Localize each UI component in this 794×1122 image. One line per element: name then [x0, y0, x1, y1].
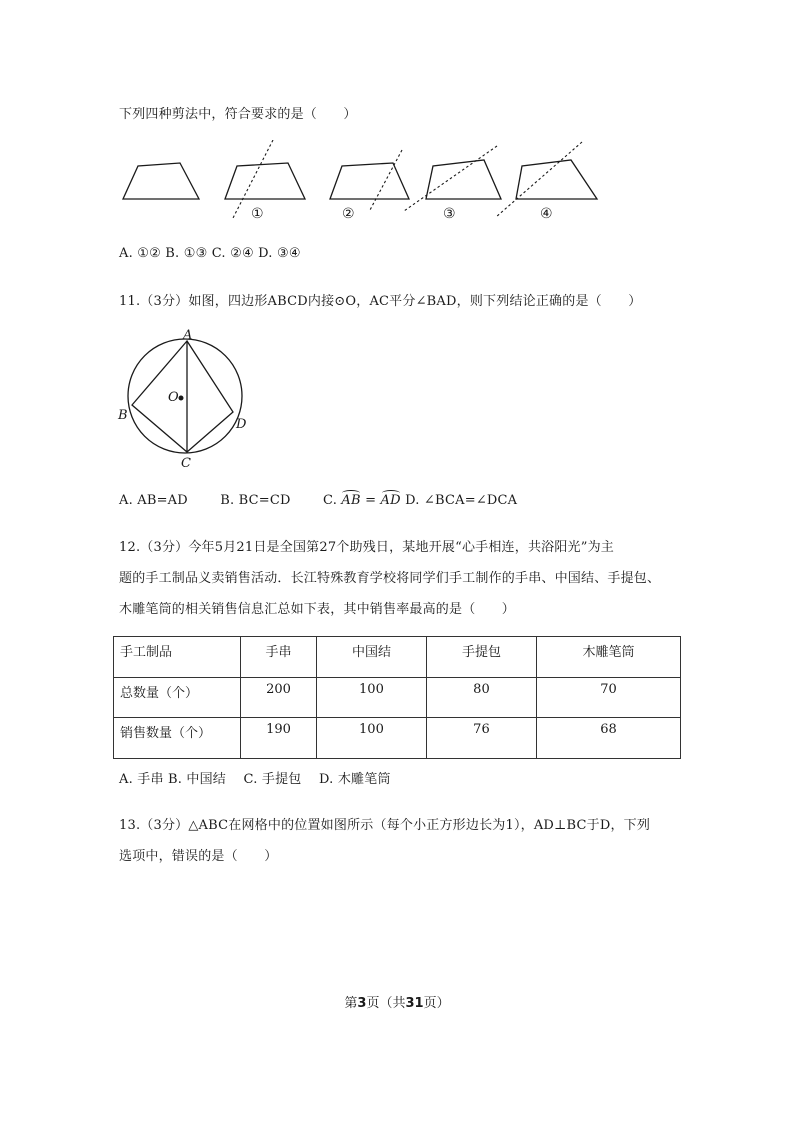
figure-label-4: ④ — [540, 206, 553, 222]
page-total: 31 — [405, 996, 424, 1011]
table-cell: 70 — [536, 677, 680, 718]
q10-prompt: 下列四种剪法中，符合要求的是（ ） — [119, 107, 357, 122]
q11-stem: 11.（3分）如图，四边形ABCD内接⊙O，AC平分∠BAD，则下列结论正确的是（ ） — [119, 294, 642, 309]
table-cell: 销售数量（个） — [114, 718, 241, 759]
q11-option-d: D. ∠BCA=∠DCA — [405, 493, 518, 508]
point-o-label: O — [168, 390, 179, 405]
q11-option-c: C. AB = AD — [323, 493, 401, 508]
table-header-row — [114, 637, 681, 678]
table-cell: 100 — [316, 677, 426, 718]
figure-label-1: ① — [251, 206, 264, 222]
figure-label-3: ③ — [443, 206, 456, 222]
table-cell: 190 — [241, 718, 317, 759]
table-header-cell: 手工制品 — [114, 637, 241, 678]
arc-ab: AB — [341, 493, 361, 508]
page-footer: 第3页（共31页） — [344, 996, 450, 1011]
arc-ad: AD — [380, 493, 401, 508]
cut-line-3 — [404, 146, 497, 211]
q11-option-a: A. AB=AD — [119, 493, 188, 508]
point-d-label: D — [236, 417, 247, 432]
table-header-cell: 中国结 — [316, 637, 426, 678]
table-header-cell: 木雕笔筒 — [536, 637, 680, 678]
q13-line-2: 选项中，错误的是（ ） — [119, 849, 278, 864]
q11-option-b: B. BC=CD — [220, 493, 291, 508]
cut-line-4 — [496, 142, 582, 217]
point-c-label: C — [181, 456, 191, 471]
figure-label-2: ② — [342, 206, 355, 222]
circumcircle — [128, 339, 242, 453]
q11-circle-figure — [112, 328, 252, 473]
center-dot — [179, 396, 184, 401]
q11-options — [119, 493, 517, 508]
table-cell: 总数量（个） — [114, 677, 241, 718]
table-cell: 100 — [316, 718, 426, 759]
table-header-cell: 手串 — [241, 637, 317, 678]
trapezoid-cut-4 — [516, 160, 597, 199]
table-cell: 200 — [241, 677, 317, 718]
q13-line-1: 13.（3分）△ABC在网格中的位置如图所示（每个小正方形边长为1），AD⊥BC于D，下列 — [119, 818, 651, 833]
q12-options: A. 手串 B. 中国结 C. 手提包 D. 木雕笔筒 — [119, 772, 391, 787]
point-b-label: B — [118, 408, 128, 423]
q12-line-1: 12.（3分）今年5月21日是全国第27个助残日，某地开展“心手相连，共浴阳光”为主 — [119, 540, 614, 555]
q12-line-2: 题的手工制品义卖销售活动．长江特殊教育学校将同学们手工制作的手串、中国结、手提包、 — [119, 571, 661, 586]
table-cell: 68 — [536, 718, 680, 759]
trapezoid-cut-1 — [225, 163, 305, 199]
q10-trapezoid-figures — [110, 140, 610, 225]
cut-line-2 — [370, 150, 402, 210]
table-cell: 80 — [426, 677, 536, 718]
point-a-label: A — [183, 328, 193, 343]
q10-options: A. ①② B. ①③ C. ②④ D. ③④ — [119, 246, 301, 261]
trapezoid-cut-3 — [426, 160, 501, 199]
sales-table — [113, 636, 681, 759]
trapezoid-original — [123, 163, 199, 199]
table-row — [114, 718, 681, 759]
trapezoid-cut-2 — [330, 163, 409, 199]
q12-line-3: 木雕笔筒的相关销售信息汇总如下表，其中销售率最高的是（ ） — [119, 602, 516, 617]
table-header-cell: 手提包 — [426, 637, 536, 678]
page-number: 3 — [357, 996, 367, 1011]
table-row — [114, 677, 681, 718]
table-cell: 76 — [426, 718, 536, 759]
